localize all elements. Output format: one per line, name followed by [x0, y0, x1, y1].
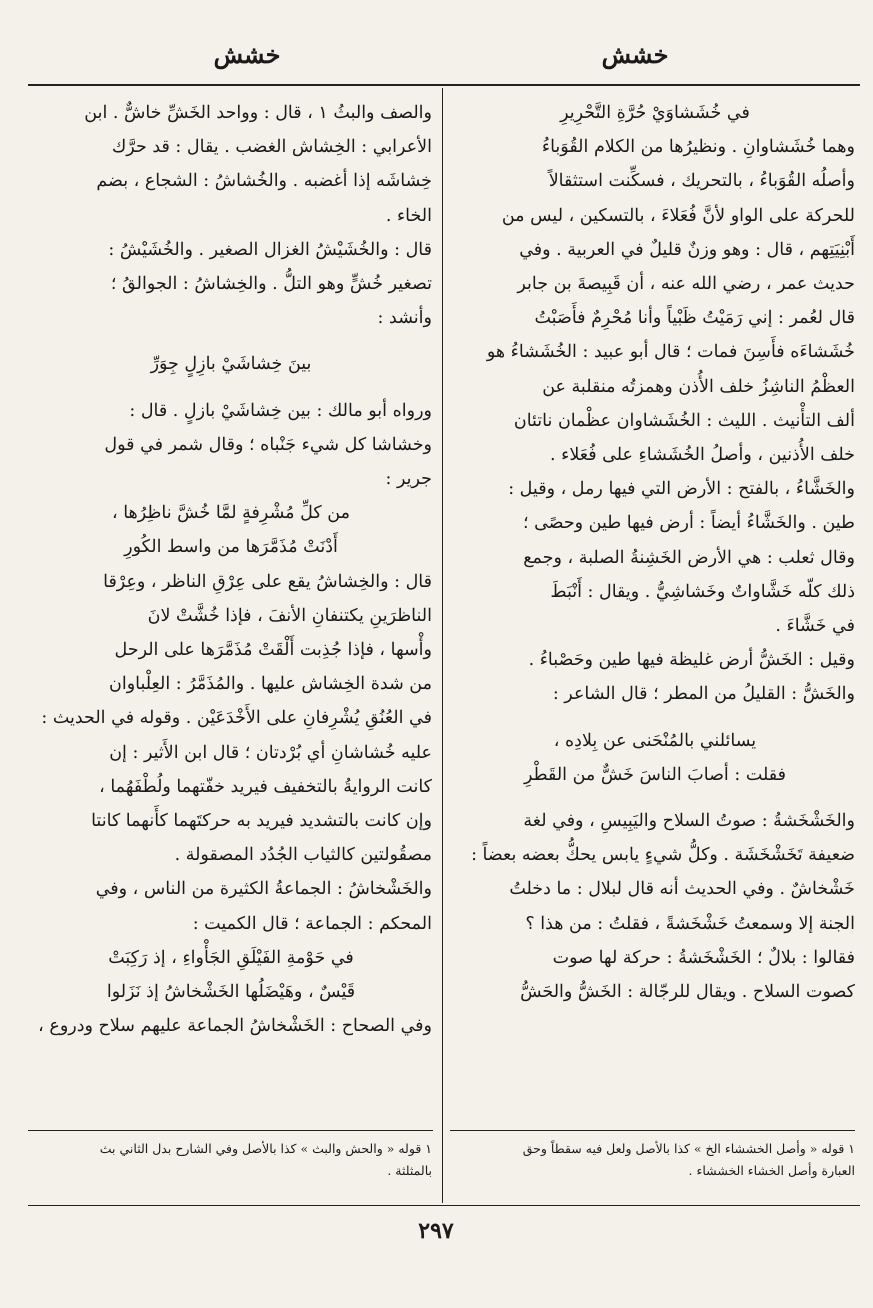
text-line: الناظرَينِ يكتنفانِ الأنفَ ، فإذا خُشَّتْ لانَ: [147, 605, 432, 626]
text-line: جرير :: [385, 469, 432, 490]
text-line: والصف والبثُ ١ ، قال : وواحد الخَشِّ خاشٌّ . ابن: [84, 103, 432, 123]
text-line: من شدة الخِشاش عليها . والمُذَمَّرُ : العِلْباوان: [108, 674, 432, 695]
text-line: وإن كانت بالتشديد فيريد به حركتَهما كأَنهما كانتا: [91, 811, 432, 832]
text-line: ضعيفة تَخَشْخَشَة . وكلُّ شيءٍ يابس يحكُّ بعضه بعضاً :: [471, 845, 855, 866]
text-line: الجنة إلا وسمعتُ خَشْخَشةً ، فقلتُ : من هذا ؟: [525, 913, 855, 934]
text-line: ألف التأْنيث . الليث : الخُشَشاوان عظْمان ناتئان: [513, 410, 855, 431]
text-line: والخَشْخاشُ : الجماعةُ الكثيرة من الناس ، وفي: [95, 879, 432, 900]
footnote-line: بالمثلثة .: [387, 1163, 432, 1178]
left-column: [30, 96, 432, 1043]
text-line: والخَشَّاءُ ، بالفتح : الأرض التي فيها رمل ، وقيل :: [508, 479, 855, 500]
page-number: ٢٩٧: [418, 1218, 454, 1244]
text-line: حديث عمر ، رضي الله عنه ، أن قَبِيصةَ بن جابر: [517, 274, 855, 295]
text-line: ذلك كلّه خَشَّاواتٌ وخَشاشِيُّ . ويقال : أَنْبَطَ: [550, 581, 855, 602]
text-line: خَشْخاشٌ . وفي الحديث أنه قال لبلال : ما دخلتُ: [509, 879, 855, 900]
verse-line: بينَ خِشاشَيْ بازِلٍ جِوَرِّ: [150, 354, 312, 375]
text-line: العظْمُ الناشِزُ خلف الأُذن وهمزتُه منقلبة عن: [542, 376, 855, 397]
text-line: وفي الصحاح : الخَشْخاشُ الجماعة عليهم سلاح ودروع ،: [38, 1016, 432, 1037]
text-line: مصقُولتين كالثياب الجُدُد المصقولة .: [174, 845, 432, 866]
right-column: [455, 96, 855, 1009]
verse-line: يسائلني بالمُنْحَنى عن بِلادِه ،: [553, 730, 757, 751]
footnote-rule-left: [28, 1130, 433, 1131]
text-line: في خُشَشاوَيْ حُرَّةِ التَّحْرِيرِ: [560, 103, 750, 123]
text-line: وقال ثعلب : هي الأرض الخَشِنةُ الصلبة ، وجمع: [523, 547, 855, 568]
running-head-left: خشش: [213, 40, 281, 69]
footnote-rule-right: [450, 1130, 855, 1131]
text-line: في خَشَّاءَ .: [775, 616, 855, 637]
text-line: والخَشُّ : القليلُ من المطر ؛ قال الشاعر :: [552, 684, 855, 705]
text-line: عليه خُشاشانِ أي بُرْدتان ؛ قال ابن الأَثير : إن: [109, 742, 432, 763]
footnote-line: العبارة وأصل الخشاء الخششاء .: [688, 1163, 855, 1178]
text-line: خلف الأُذنين ، وأصلُ الخُشَشاءِ على فُعَلاء .: [550, 445, 855, 466]
text-line: طين . والخَشَّاءُ أيضاً : أرض فيها طين وحصًى ؛: [522, 513, 855, 534]
text-line: وخشاشا كل شيء جَنْباه ؛ وقال شمر في قول: [104, 434, 432, 455]
text-line: وقيل : الخَشُّ أرض غليظة فيها طين وحَصْباءُ .: [528, 650, 855, 671]
text-line: المحكم : الجماعة ؛ قال الكميت :: [192, 913, 432, 934]
text-line: كانت الروايةُ بالتخفيف فيريد خفّتهما ولُطْفَهُما ،: [99, 776, 432, 797]
text-line: وأنشد :: [377, 308, 432, 329]
text-line: وأْسها ، فإذا جُذِبت أَلْقَتْ مُذَمَّرَها على الرحل: [114, 640, 432, 661]
verse-line: من كلِّ مُشْرِفةٍ لمَّا خُشَّ ناظِرُها ،: [112, 503, 350, 524]
footnote-line: ١ قوله « والحش والبث » كذا بالأصل وفي الشارح بدل الثاني بث: [99, 1141, 432, 1156]
text-line: في العُنُقِ يُشْرِفانِ على الأَخْدَعَيْن . وقوله في الحديث :: [41, 708, 432, 729]
text-line: والخَشْخَشةُ : صوتُ السلاح واليَبِيسِ ، وفي لغة: [523, 811, 855, 832]
text-line: للحركة على الواو لأنَّ فُعَلاءَ ، بالتسكين ، ليس من: [501, 205, 855, 226]
text-line: قال لعُمر : إني رَمَيْتُ ظَبْياً وأنا مُحْرِمٌ فأَصَبْتُ: [534, 308, 855, 329]
verse-line: في حَوْمةِ الفَيْلَقِ الجَأْواءِ ، إذ رَكِبَتْ: [108, 947, 354, 968]
text-line: قال : والخُشَيْشُ الغزال الصغير . والخُشَيْشُ :: [108, 239, 432, 260]
verse-line: قَيْسٌ ، وهَيْضَلُها الخَشْخاشُ إذ نَزَلوا: [106, 982, 356, 1003]
text-line: قال : والخِشاشُ يقع على عِرْقِ الناظر ، وعِرْقا: [103, 571, 432, 592]
text-line: أَبْنِيَتِهم ، قال : وهو وزنٌ قليلٌ في العربية . وفي: [519, 239, 855, 260]
footnote-right: [455, 1138, 855, 1182]
footnote-left: [30, 1138, 432, 1182]
text-line: كصوت السلاح . ويقال للرجّالة : الخَشُّ والحَشُّ: [520, 982, 855, 1003]
verse-line: أَدْنَتْ مُذَمَّرَها من واسط الكُورِ: [124, 537, 338, 558]
running-head-right: خشش: [601, 40, 669, 69]
column-divider: [442, 88, 443, 1203]
text-line: وهما خُشَشاوانِ . ونظيرُها من الكلام القُوَباءُ: [541, 137, 855, 158]
text-line: الأعرابي : الخِشاش الغضب . يقال : قد حرَّك: [111, 137, 432, 158]
verse-line: فقلت : أصابَ الناسَ خَشٌّ من القَطْرِ: [523, 764, 787, 785]
text-line: خُشَشاءَه فأَسِنَ فمات ؛ قال أبو عبيد : الخُشَشاءُ هو: [486, 342, 855, 363]
text-line: خِشاشَه إذا أغضبه . والخُشاشُ : الشجاع ، بضم: [96, 171, 432, 192]
footer-rule: [28, 1205, 860, 1206]
text-line: تصغير خُشٍّ وهو التلُّ . والخِشاشُ : الجوالقُ ؛: [110, 274, 432, 295]
text-line: ورواه أبو مالك : بين خِشاشَيْ بازلٍ . قال :: [129, 400, 432, 421]
text-line: الخاء .: [385, 205, 432, 226]
footnote-line: ١ قوله « وأصل الخششاء الخ » كذا بالأصل ولعل فيه سقطاً وحق: [522, 1141, 855, 1156]
text-line: وأصلُه القُوَباءُ ، بالتحريك ، فسكِّنت استثقالاً: [548, 171, 855, 192]
text-line: فقالوا : بلالٌ ؛ الخَشْخَشةُ : حركة لها صوت: [552, 947, 855, 968]
header-rule: [28, 84, 860, 86]
